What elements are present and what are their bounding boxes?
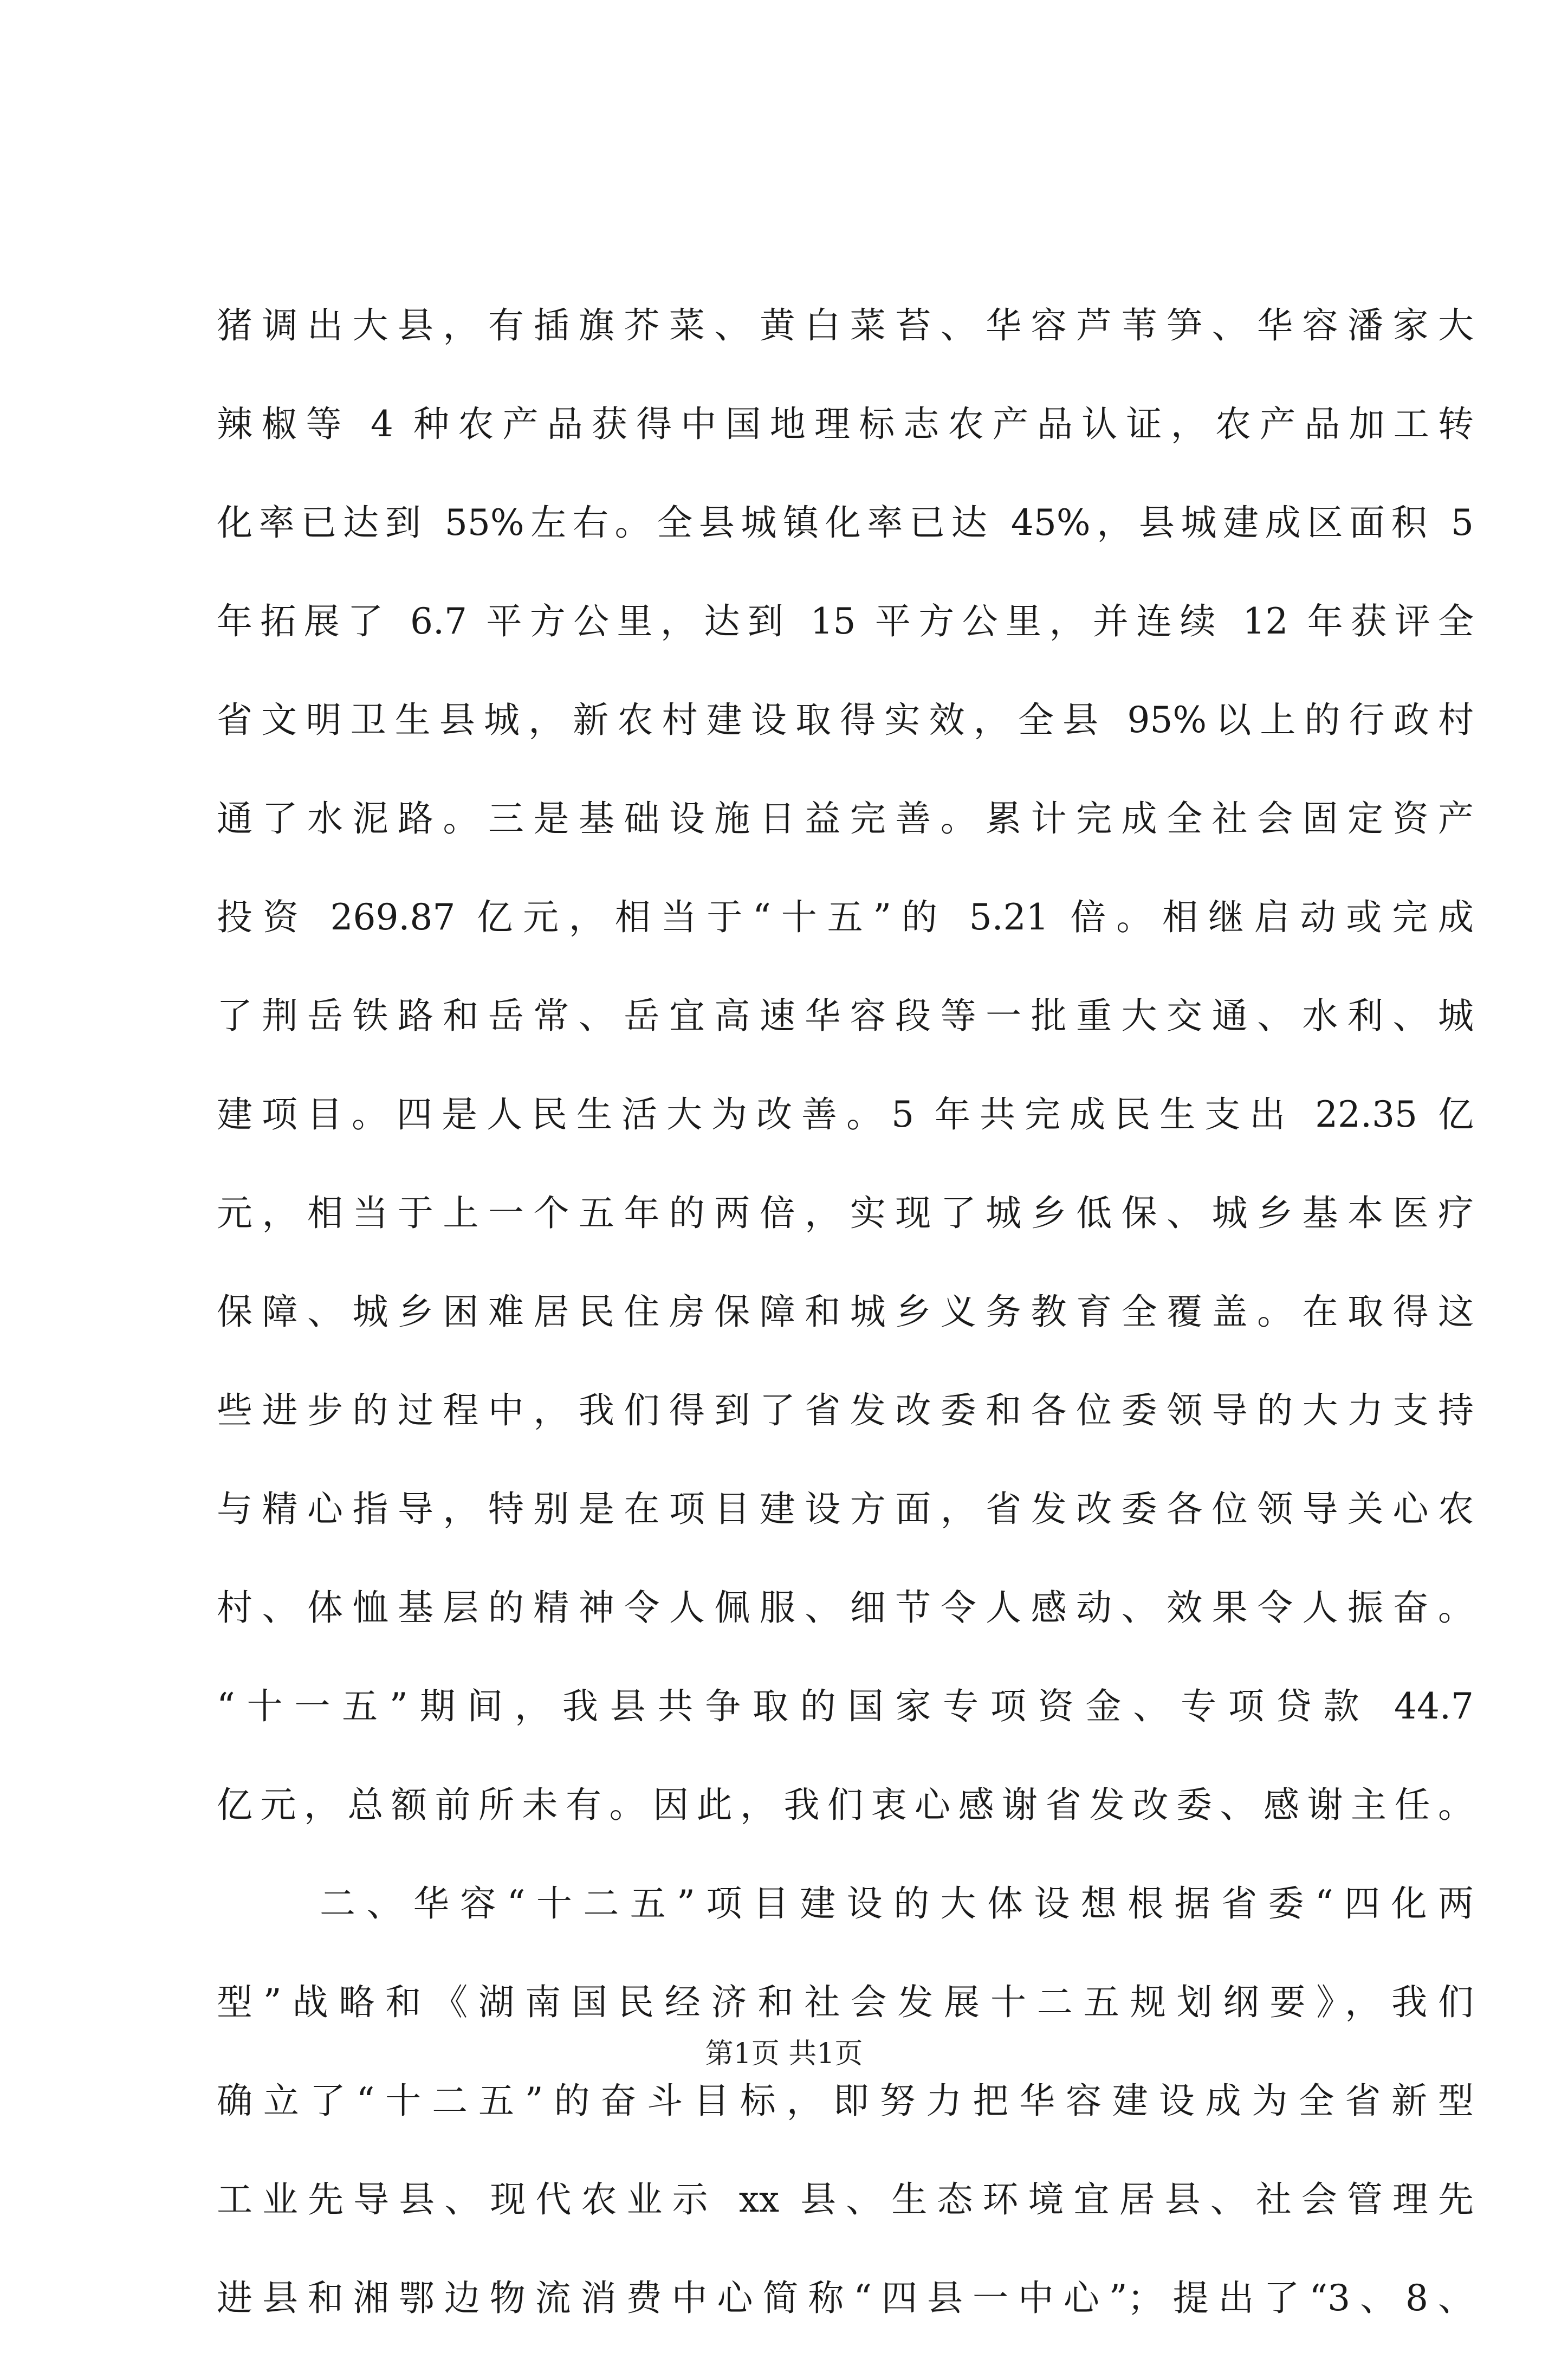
text-line: 村、体恤基层的精神令人佩服、细节令人感动、效果令人振奋。: [217, 1587, 1474, 1629]
text-line: 亿元，总额前所未有。因此，我们衷心感谢省发改委、感谢主任。: [217, 1784, 1474, 1826]
text-line: 建项目。四是人民生活大为改善。5 年共完成民生支出 22.35 亿: [217, 1094, 1474, 1135]
paragraph-1: [217, 294, 1474, 1872]
text-line: 二、华容“十二五”项目建设的大体设想根据省委“四化两: [320, 1883, 1474, 1924]
text-line: 投资 269.87 亿元，相当于“十五”的 5.21 倍。相继启动或完成: [217, 896, 1474, 938]
text-line: 年拓展了 6.7 平方公里，达到 15 平方公里，并连续 12 年获评全: [217, 600, 1474, 642]
paragraph-2: [217, 1872, 1474, 2365]
page-number-label: 第1页 共1页: [705, 2038, 863, 2070]
text-line: 型”战略和《湖南国民经济和社会发展十二五规划纲要》，我们: [217, 1981, 1474, 2023]
text-line: 保障、城乡困难居民住房保障和城乡义务教育全覆盖。在取得这: [217, 1291, 1474, 1333]
text-line: 通了水泥路。三是基础设施日益完善。累计完成全社会固定资产: [217, 798, 1474, 839]
text-line: 元，相当于上一个五年的两倍，实现了城乡低保、城乡基本医疗: [217, 1192, 1474, 1234]
text-line: 了荆岳铁路和岳常、岳宜高速华容段等一批重大交通、水利、城: [217, 995, 1474, 1037]
text-line: 确立了“十二五”的奋斗目标，即努力把华容建设成为全省新型: [217, 2080, 1474, 2122]
text-line: “十一五”期间，我县共争取的国家专项资金、专项贷款 44.7: [217, 1685, 1474, 1727]
page-footer: [0, 2035, 1568, 2073]
text-line: 工业先导县、现代农业示 xx 县、生态环境宜居县、社会管理先: [217, 2179, 1474, 2220]
text-line: 与精心指导，特别是在项目建设方面，省发改委各位领导关心农: [217, 1488, 1474, 1530]
text-line: 进县和湘鄂边物流消费中心简称“四县一中心”；提出了“3、8、: [217, 2277, 1474, 2319]
text-line: 化率已达到 55%左右。全县城镇化率已达 45%，县城建成区面积 5: [217, 502, 1474, 544]
text-line: 猪调出大县，有插旗芥菜、黄白菜苔、华容芦苇笋、华容潘家大: [217, 305, 1474, 346]
text-line: 辣椒等 4 种农产品获得中国地理标志农产品认证，农产品加工转: [217, 403, 1474, 445]
text-line: 些进步的过程中，我们得到了省发改委和各位委领导的大力支持: [217, 1390, 1474, 1431]
text-line: 省文明卫生县城，新农村建设取得实效，全县 95%以上的行政村: [217, 699, 1474, 741]
